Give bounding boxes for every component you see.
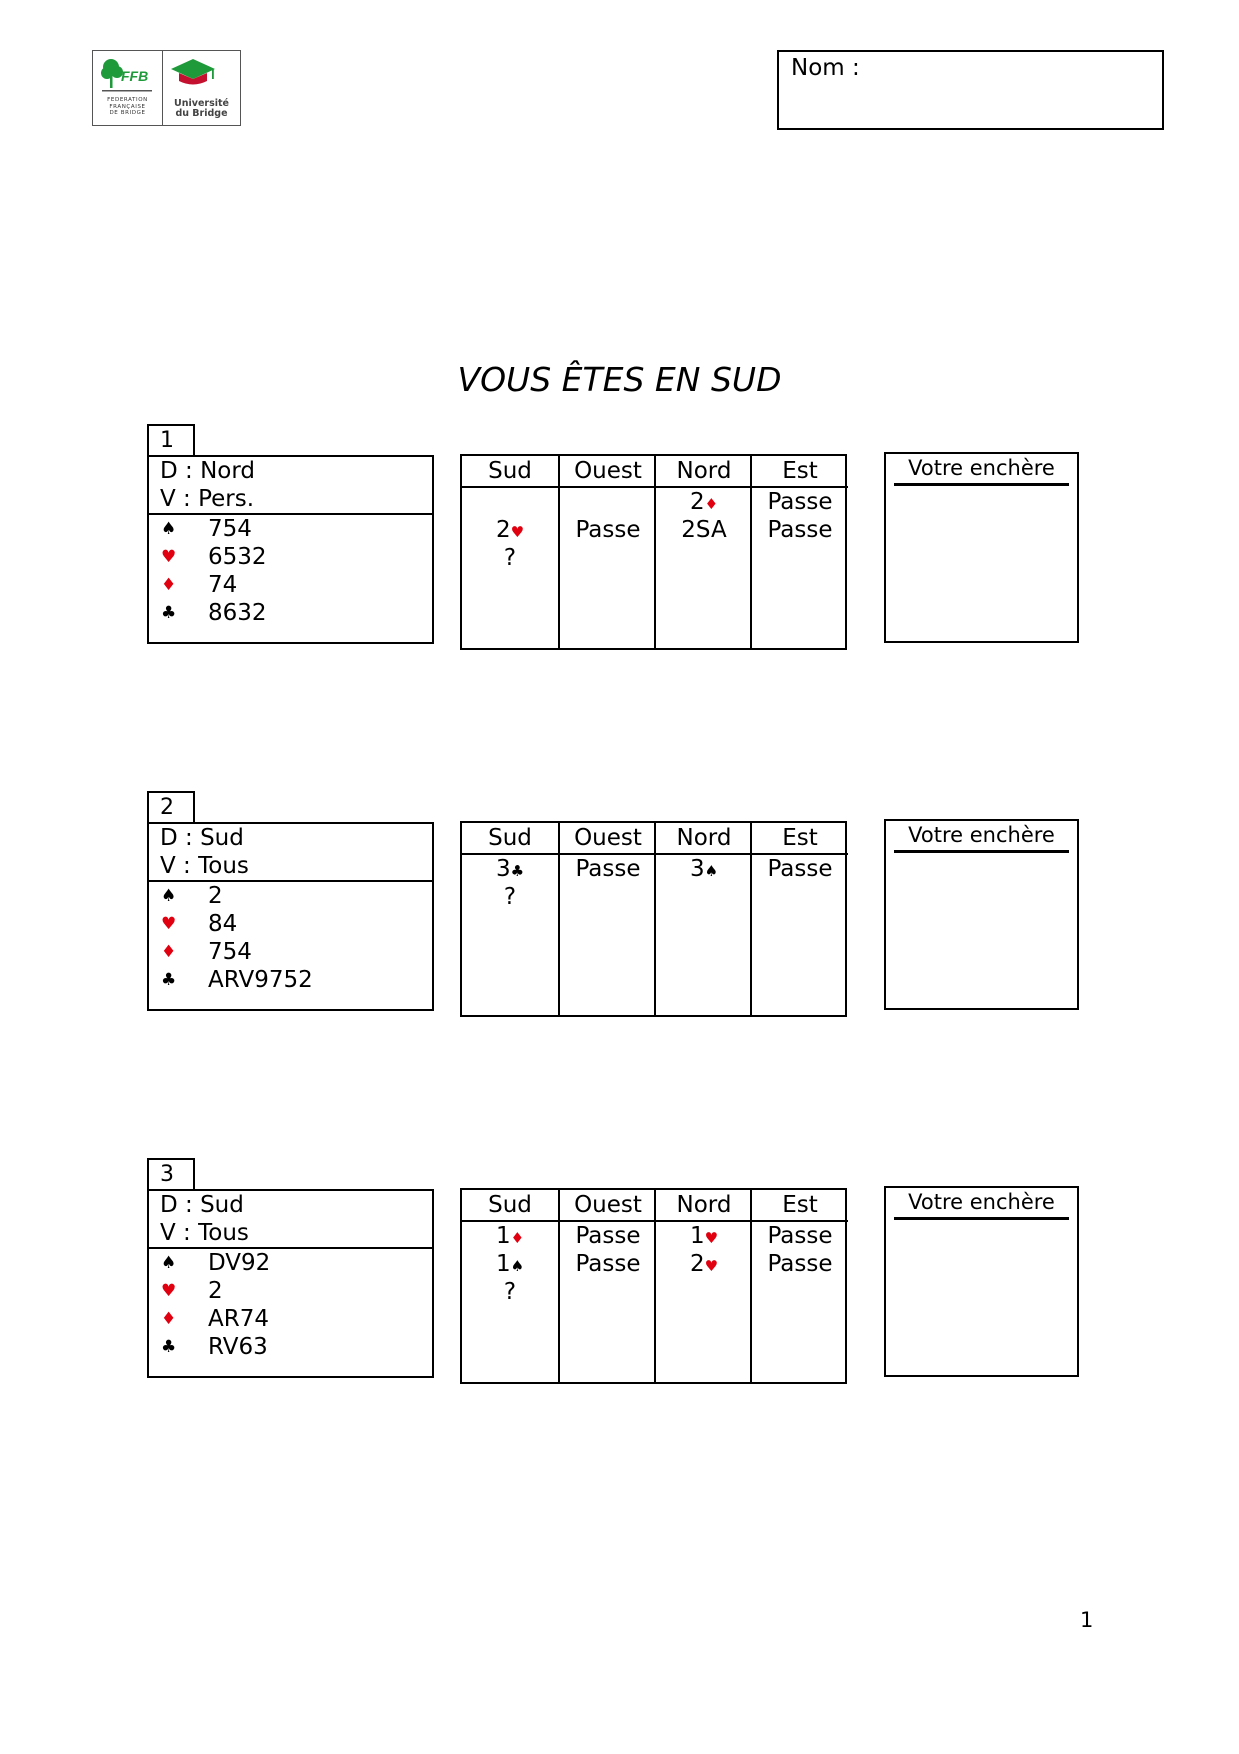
graduation-cap-icon (169, 57, 217, 87)
votre-enchere-box[interactable] (884, 819, 1079, 1010)
bidding-header-est: Est (752, 1190, 848, 1222)
diamond-icon: ♦ (161, 942, 177, 962)
bid-value: 2 (689, 489, 705, 515)
bid-value: ? (503, 884, 517, 910)
bidding-header-est: Est (752, 456, 848, 488)
bid-value: 1 (689, 1223, 705, 1249)
bid-cell (656, 855, 752, 883)
dealer-label: D : Nord (160, 458, 256, 484)
bid-value: Passe (575, 517, 641, 543)
page-number: 1 (1080, 1608, 1094, 1632)
vulnerability-label: V : Tous (160, 1220, 249, 1246)
suit-row-diamonds (149, 938, 432, 966)
enchere-underline (894, 483, 1069, 486)
bid-cell (560, 855, 656, 883)
ffb-logo-part (93, 51, 163, 125)
bid-cell (656, 488, 752, 516)
suit-row-diamonds (149, 1305, 432, 1333)
bid-suit-icon: ♥ (704, 1257, 719, 1275)
bidding-column-est (750, 456, 848, 648)
deal-info (149, 824, 432, 882)
ffb-tree-icon (98, 57, 156, 93)
deal-info (149, 457, 432, 515)
bid-value: Passe (767, 517, 833, 543)
bid-suit-icon: ♠ (510, 1257, 525, 1275)
votre-enchere-label: Votre enchère (908, 823, 1055, 847)
suit-cards: DV92 (208, 1250, 271, 1276)
bid-value: ? (503, 545, 517, 571)
bidding-column-nord (654, 456, 752, 648)
suit-cards: 74 (208, 572, 238, 598)
bidding-header-sud: Sud (462, 823, 558, 855)
suit-cards: 2 (208, 1278, 223, 1304)
bid-value: 1 (495, 1251, 511, 1277)
bid-cell (752, 488, 848, 516)
bid-cell (462, 544, 558, 572)
deal-info (149, 1191, 432, 1249)
bid-value: 2 (689, 1251, 705, 1277)
nom-label: Nom : (791, 55, 860, 81)
bid-suit-icon: ♥ (704, 1229, 719, 1247)
hand-panel (147, 455, 434, 644)
spade-icon: ♠ (161, 1253, 177, 1273)
hand-panel (147, 822, 434, 1011)
bidding-header-est: Est (752, 823, 848, 855)
heart-icon: ♥ (161, 547, 177, 567)
suit-cards: 84 (208, 911, 238, 937)
deal-number: 1 (147, 424, 195, 455)
bid-cell (752, 516, 848, 544)
suit-cards: 8632 (208, 600, 267, 626)
bid-suit-icon: ♣ (510, 862, 525, 880)
club-icon: ♣ (161, 603, 177, 623)
bidding-table (460, 1188, 847, 1384)
bidding-header-ouest: Ouest (560, 1190, 656, 1222)
heart-icon: ♥ (161, 1281, 177, 1301)
bid-cell (656, 1250, 752, 1278)
bidding-header-nord: Nord (656, 1190, 752, 1222)
bidding-column-sud (462, 823, 558, 1015)
bidding-column-est (750, 1190, 848, 1382)
suit-row-spades (149, 515, 432, 543)
hand-suits (149, 1249, 432, 1361)
bid-value: Passe (767, 1251, 833, 1277)
votre-enchere-label: Votre enchère (908, 456, 1055, 480)
ffb-logo-text: FEDERATION FRANÇAISE DE BRIDGE (107, 97, 148, 116)
bid-cell (462, 1250, 558, 1278)
bidding-header-ouest: Ouest (560, 456, 656, 488)
bidding-column-ouest (558, 823, 656, 1015)
bid-cell (462, 855, 558, 883)
suit-cards: AR74 (208, 1306, 269, 1332)
suit-cards: 754 (208, 516, 252, 542)
enchere-underline (894, 850, 1069, 853)
bid-value: 1 (495, 1223, 511, 1249)
bid-cell (560, 1222, 656, 1250)
bid-cell (752, 855, 848, 883)
ffb-mark-text: FFB (121, 68, 149, 84)
bidding-column-ouest (558, 1190, 656, 1382)
suit-row-hearts (149, 1277, 432, 1305)
universite-logo-part (163, 51, 240, 125)
bid-value: Passe (767, 489, 833, 515)
bid-value: Passe (575, 856, 641, 882)
bid-value: ? (503, 1279, 517, 1305)
bid-cell (656, 516, 752, 544)
diamond-icon: ♦ (161, 575, 177, 595)
suit-row-diamonds (149, 571, 432, 599)
bidding-table (460, 821, 847, 1017)
suit-cards: 2 (208, 883, 223, 909)
bid-value: Passe (767, 1223, 833, 1249)
spade-icon: ♠ (161, 886, 177, 906)
bid-cell (560, 1250, 656, 1278)
bidding-header-ouest: Ouest (560, 823, 656, 855)
suit-row-clubs (149, 1333, 432, 1361)
bidding-header-nord: Nord (656, 823, 752, 855)
bid-value: Passe (575, 1251, 641, 1277)
club-icon: ♣ (161, 970, 177, 990)
bid-cell (560, 516, 656, 544)
bidding-column-nord (654, 823, 752, 1015)
ffb-logo (92, 50, 241, 126)
bid-cell (462, 1222, 558, 1250)
deal-number: 2 (147, 791, 195, 822)
bid-cell (462, 516, 558, 544)
votre-enchere-label: Votre enchère (908, 1190, 1055, 1214)
dealer-label: D : Sud (160, 825, 244, 851)
spade-icon: ♠ (161, 519, 177, 539)
suit-row-spades (149, 1249, 432, 1277)
bidding-table (460, 454, 847, 650)
dealer-label: D : Sud (160, 1192, 244, 1218)
bid-cell (752, 1250, 848, 1278)
suit-row-clubs (149, 599, 432, 627)
bid-value: 3 (495, 856, 511, 882)
diamond-icon: ♦ (161, 1309, 177, 1329)
hand-panel (147, 1189, 434, 1378)
votre-enchere-box[interactable] (884, 1186, 1079, 1377)
hand-suits (149, 515, 432, 627)
suit-cards: ARV9752 (208, 967, 313, 993)
club-icon: ♣ (161, 1337, 177, 1357)
bidding-column-est (750, 823, 848, 1015)
suit-cards: RV63 (208, 1334, 268, 1360)
suit-row-hearts (149, 543, 432, 571)
heart-icon: ♥ (161, 914, 177, 934)
bid-value: Passe (575, 1223, 641, 1249)
bid-suit-icon: ♥ (510, 523, 525, 541)
bid-suit-icon: ♦ (704, 495, 719, 513)
suit-row-clubs (149, 966, 432, 994)
bidding-header-sud: Sud (462, 1190, 558, 1222)
bidding-header-nord: Nord (656, 456, 752, 488)
bidding-column-ouest (558, 456, 656, 648)
bidding-column-nord (654, 1190, 752, 1382)
bid-suit-icon: ♠ (704, 862, 719, 880)
vulnerability-label: V : Tous (160, 853, 249, 879)
vulnerability-label: V : Pers. (160, 486, 255, 512)
bid-value: 2SA (681, 517, 727, 543)
bid-cell (752, 1222, 848, 1250)
bid-suit-icon: ♦ (510, 1229, 525, 1247)
enchere-underline (894, 1217, 1069, 1220)
suit-row-spades (149, 882, 432, 910)
page-title: VOUS ÊTES EN SUD (457, 360, 782, 399)
bid-cell (462, 883, 558, 911)
bid-value: 2 (495, 517, 511, 543)
bid-value: Passe (767, 856, 833, 882)
deal-number: 3 (147, 1158, 195, 1189)
bid-cell (656, 1222, 752, 1250)
nom-field[interactable] (777, 50, 1164, 130)
suit-cards: 754 (208, 939, 252, 965)
bidding-column-sud (462, 1190, 558, 1382)
bidding-column-sud (462, 456, 558, 648)
bid-value: 3 (689, 856, 705, 882)
bidding-header-sud: Sud (462, 456, 558, 488)
suit-cards: 6532 (208, 544, 267, 570)
bid-cell (462, 1278, 558, 1306)
universite-logo-text: Université du Bridge (174, 98, 229, 119)
hand-suits (149, 882, 432, 994)
suit-row-hearts (149, 910, 432, 938)
votre-enchere-box[interactable] (884, 452, 1079, 643)
